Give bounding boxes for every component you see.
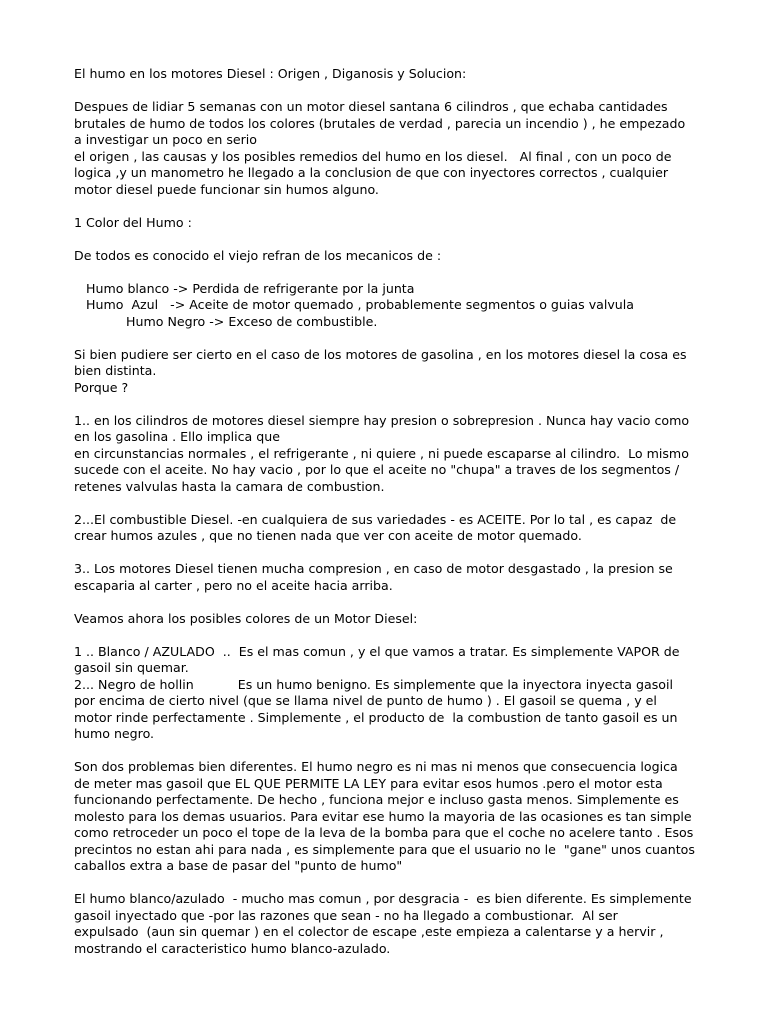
point-1: 1.. en los cilindros de motores diesel siempre hay presion o sobrepresion . Nunca hay vacio como en los gasolina . Ello implica que en circunstancias normales , el refrigerante , ni quiere , ni puede escaparse al cilindro. Lo mismo sucede con el aceite. No hay vacio , por lo que el aceite no "chupa" a traves de los segmentos / retenes valvulas hasta la camara de combustion. bbox=[74, 412, 690, 494]
refran-intro: De todos es conocido el viejo refran de los mecanicos de : bbox=[74, 247, 442, 263]
spacer bbox=[74, 495, 696, 512]
refran-line-blue: Humo Azul -> Aceite de motor quemado , probablemente segmentos o guias valvula bbox=[74, 297, 635, 312]
spacer bbox=[74, 875, 696, 892]
spacer bbox=[74, 627, 696, 644]
document-page bbox=[74, 66, 699, 957]
spacer bbox=[74, 264, 696, 281]
point-3: 3.. Los motores Diesel tienen mucha compresion , en caso de motor desgastado , la presion se escaparia al carter , pero no el aceite hacia arriba. bbox=[74, 561, 677, 593]
refran-line-white: Humo blanco -> Perdida de refrigerante por la junta bbox=[74, 280, 415, 296]
section-heading-color: 1 Color del Humo : bbox=[74, 214, 192, 230]
spacer bbox=[74, 231, 696, 248]
spacer bbox=[74, 330, 696, 347]
spacer bbox=[74, 743, 696, 760]
white-smoke-paragraph: El humo blanco/azulado - mucho mas comun , por desgracia - es bien diferente. Es simplemente gasoil inyectado que -por las razones que sean - no ha llegado a combustionar. Al ser expulsado (aun sin quemar ) en el colector de escape ,este empieza a calentarse y a hervir , mostrando el caracteristico humo blanco-azulado. bbox=[74, 891, 692, 956]
spacer bbox=[74, 83, 696, 100]
point-2: 2...El combustible Diesel. -en cualquiera de sus variedades - es ACEITE. Por lo tal , es capaz de crear humos azules , que no tienen nada que ver con aceite de motor quemado. bbox=[74, 511, 681, 543]
intro-paragraph: Despues de lidiar 5 semanas con un motor diesel santana 6 cilindros , que echaba cantidades brutales de humo de todos los colores (brutales de verdad , parecia un incendio ) , he empezado a investigar un poco en serio el origen , las causas y los posibles remedios del humo en los diesel. Al final , con un poco de logica ,y un manometro he llegado a la conclusion de que con inyectores correctos , cualquier motor diesel puede funcionar sin humos alguno. bbox=[74, 99, 686, 197]
spacer bbox=[74, 545, 696, 562]
document-title: El humo en los motores Diesel : Origen , Diganosis y Solucion: bbox=[74, 66, 467, 81]
spacer bbox=[74, 198, 696, 215]
gasolina-note: Si bien pudiere ser cierto en el caso de los motores de gasolina , en los motores diesel la cosa es bien distinta. Porque ? bbox=[74, 346, 687, 395]
color-1-white-blue: 1 .. Blanco / AZULADO .. Es el mas comun , y el que vamos a tratar. Es simplemente VAPOR de gasoil sin quemar. bbox=[74, 643, 684, 675]
spacer bbox=[74, 594, 696, 611]
color-2-black: 2... Negro de hollin Es un humo benigno. Es simplemente que la inyectora inyecta gasoil por encima de cierto nivel (que se llama nivel de punto de humo ) . El gasoil se quema , y el motor rinde perfectamente . Simplemente , el producto de la combustion de tanto gasoil es un humo negro. bbox=[74, 676, 682, 741]
refran-line-black: Humo Negro -> Exceso de combustible. bbox=[74, 313, 378, 329]
spacer bbox=[74, 396, 696, 413]
problems-paragraph: Son dos problemas bien diferentes. El humo negro es ni mas ni menos que consecuencia logica de meter mas gasoil que EL QUE PERMITE LA LEY para evitar esos humos .pero el motor esta funcionando perfectamente. De hecho , funciona mejor e incluso gasta menos. Simplemente es molesto para los demas usuarios. Para evitar ese humo la mayoria de las ocasiones es tan simple como retroceder un poco el tope de la leva de la bomba para que el coche no acelere tanto . Esos precintos no estan ahi para nada , es simplemente para que el usuario no le "gane" unos cuantos caballos extra a base de pasar del "punto de humo" bbox=[74, 759, 699, 873]
colors-intro: Veamos ahora los posibles colores de un Motor Diesel: bbox=[74, 610, 418, 626]
